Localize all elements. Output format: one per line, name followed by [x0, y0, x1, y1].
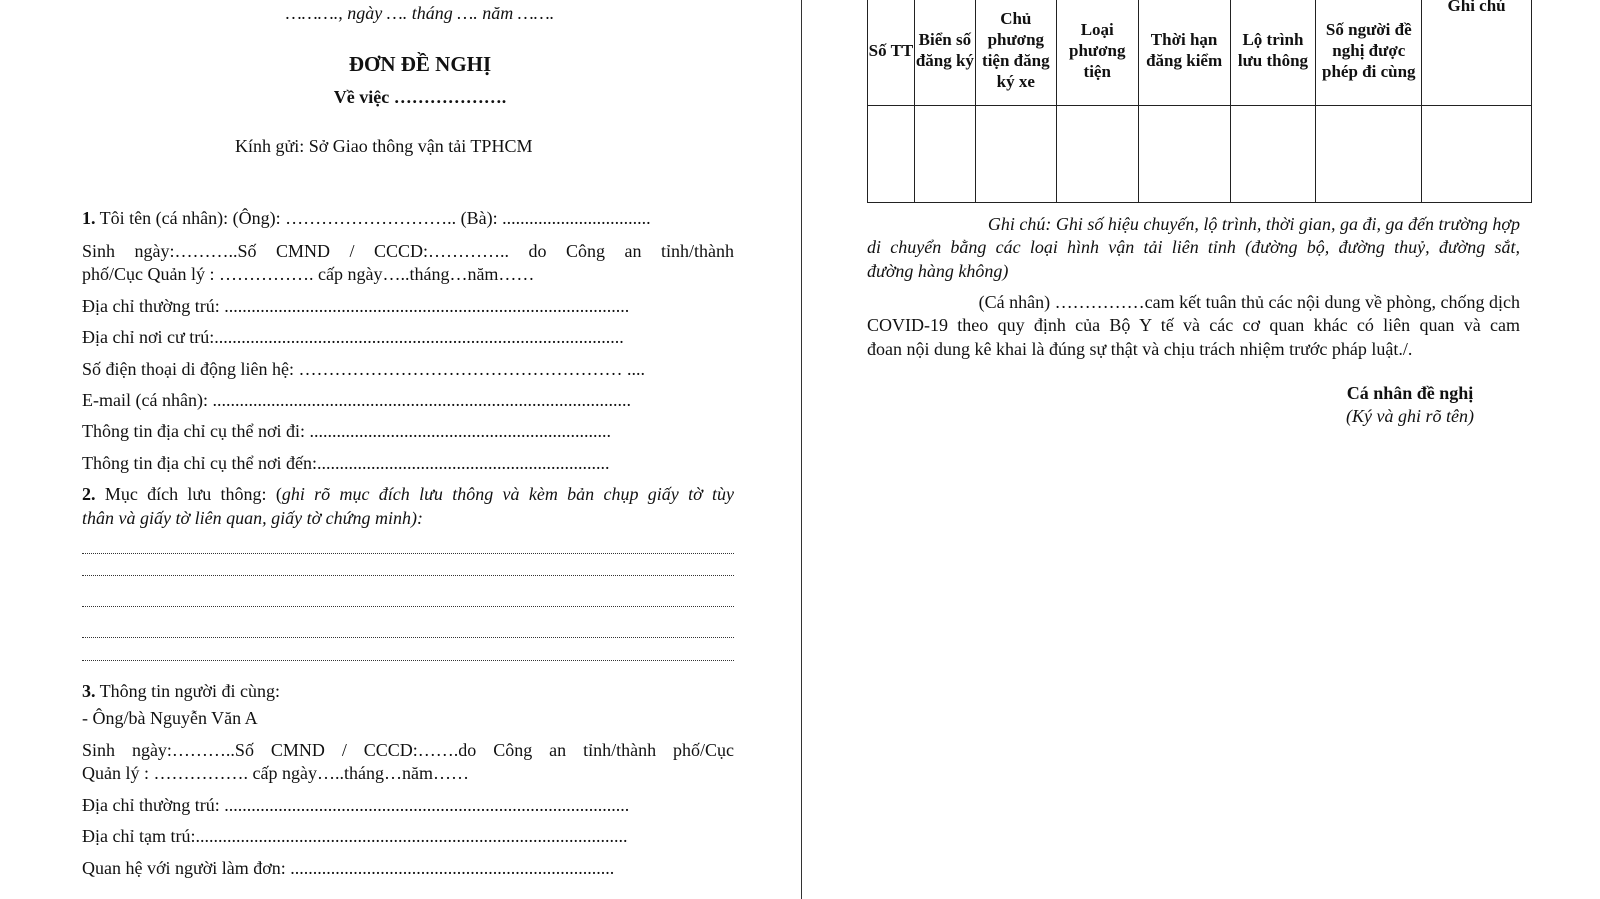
companion-permanent-address-field[interactable]: Địa chỉ thường trú: ..........................................................................................	[82, 795, 630, 815]
table-cell[interactable]	[975, 106, 1056, 203]
companion-heading	[82, 680, 280, 702]
table-header-cell: Biển số đăng ký	[914, 0, 975, 106]
table-cell[interactable]	[1056, 106, 1138, 203]
to-address-field[interactable]: Thông tin địa chỉ cụ thể nơi đến:.................................................................	[82, 453, 610, 473]
form-title: ĐƠN ĐỀ NGHỊ	[348, 52, 492, 76]
purpose-blank-line[interactable]	[82, 637, 734, 638]
purpose-label: Mục đích lưu thông: (	[95, 484, 282, 504]
current-address-field[interactable]: Địa chỉ nơi cư trú:...........................................................................................	[82, 327, 624, 347]
permanent-address-field[interactable]: Địa chỉ thường trú: ..........................................................................................	[82, 296, 630, 316]
table-row	[868, 106, 1532, 203]
companion-name: - Ông/bà Nguyễn Văn A	[82, 708, 258, 728]
table-cell[interactable]	[1316, 106, 1422, 203]
phone-field[interactable]: Số điện thoại di động liên hệ: ……………………………………………… ....	[82, 359, 645, 379]
vehicle-table	[867, 0, 1532, 203]
commitment-line: đoan nội dung kê khai là đúng sự thật và chịu trách nhiệm trước pháp luật./.	[867, 339, 1413, 359]
note-line: di chuyển bằng các loại hình vận tải liên tỉnh (đường bộ, đường thuỷ, đường sắt,	[867, 237, 1520, 257]
note-line: Ghi chú: Ghi số hiệu chuyến, lộ trình, thời gian, ga đi, ga đến trường hợp	[987, 214, 1520, 234]
from-address-field[interactable]: Thông tin địa chỉ cụ thể nơi đi: ...................................................................	[82, 421, 611, 441]
companion-issuer-line[interactable]: Quản lý : ……………. cấp ngày…..tháng…năm……	[82, 763, 469, 783]
table-header-cell: Số người đề nghị được phép đi cùng	[1316, 0, 1422, 106]
table-header-cell: Thời hạn đăng kiểm	[1138, 0, 1230, 106]
date-line: ………., ngày …. tháng …. năm …….	[285, 3, 555, 23]
purpose-blank-line[interactable]	[82, 660, 734, 661]
companion-temporary-address-field[interactable]: Địa chỉ tạm trú:................................................................................................	[82, 826, 628, 846]
table-cell[interactable]	[868, 106, 915, 203]
commitment-line: COVID-19 theo quy định của Bộ Y tế và các cơ quan khác có liên quan và cam	[867, 315, 1520, 335]
table-cell[interactable]	[1422, 106, 1532, 203]
companion-label: Thông tin người đi cùng:	[95, 681, 280, 701]
table-header-cell: Số TT	[868, 0, 915, 106]
note-line: đường hàng không)	[867, 261, 1009, 281]
signature-hint: (Ký và ghi rõ tên)	[1346, 406, 1474, 426]
birth-id-line[interactable]: Sinh ngày:………..Số CMND / CCCD:………….. do Công an tỉnh/thành	[82, 241, 734, 261]
form-subject: Về việc ……………….	[333, 87, 507, 107]
page-divider	[801, 0, 802, 899]
table-cell[interactable]	[1138, 106, 1230, 203]
purpose-blank-line[interactable]	[82, 575, 734, 576]
table-cell[interactable]	[914, 106, 975, 203]
table-cell[interactable]	[1230, 106, 1316, 203]
section3-number: 3.	[82, 681, 96, 701]
email-field[interactable]: E-mail (cá nhân): .............................................................................................	[82, 390, 631, 410]
section2-number: 2.	[82, 484, 96, 504]
purpose-line	[82, 483, 734, 505]
table-header-cell: Ghi chú	[1422, 0, 1532, 106]
name-line	[82, 207, 734, 229]
issuer-line[interactable]: phố/Cục Quản lý : ……………. cấp ngày…..tháng…năm……	[82, 264, 535, 284]
purpose-blank-line[interactable]	[82, 606, 734, 607]
purpose-blank-line[interactable]	[82, 553, 734, 554]
table-header-cell: Chủ phương tiện đăng ký xe	[975, 0, 1056, 106]
table-header-cell: Loại phương tiện	[1056, 0, 1138, 106]
signature-title: Cá nhân đề nghị	[1346, 383, 1474, 403]
commitment-line: (Cá nhân) ……………cam kết tuân thủ các nội dung về phòng, chống dịch	[978, 292, 1520, 312]
section1-number: 1.	[82, 208, 96, 228]
purpose-hint-cont: thân và giấy tờ liên quan, giấy tờ chứng minh):	[82, 508, 423, 528]
recipient-line: Kính gửi: Sở Giao thông vận tải TPHCM	[235, 136, 533, 156]
companion-birth-id-line[interactable]: Sinh ngày:………..Số CMND / CCCD:…….do Công an tỉnh/thành phố/Cục	[82, 740, 734, 760]
purpose-hint: ghi rõ mục đích lưu thông và kèm bản chụp giấy tờ tùy	[281, 484, 734, 504]
relationship-field[interactable]: Quan hệ với người làm đơn: ........................................................................	[82, 858, 615, 878]
table-header-row	[868, 0, 1532, 106]
name-field[interactable]: Tôi tên (cá nhân): (Ông): ……………………….. (Bà): .................................	[95, 208, 651, 228]
table-header-cell: Lộ trình lưu thông	[1230, 0, 1316, 106]
